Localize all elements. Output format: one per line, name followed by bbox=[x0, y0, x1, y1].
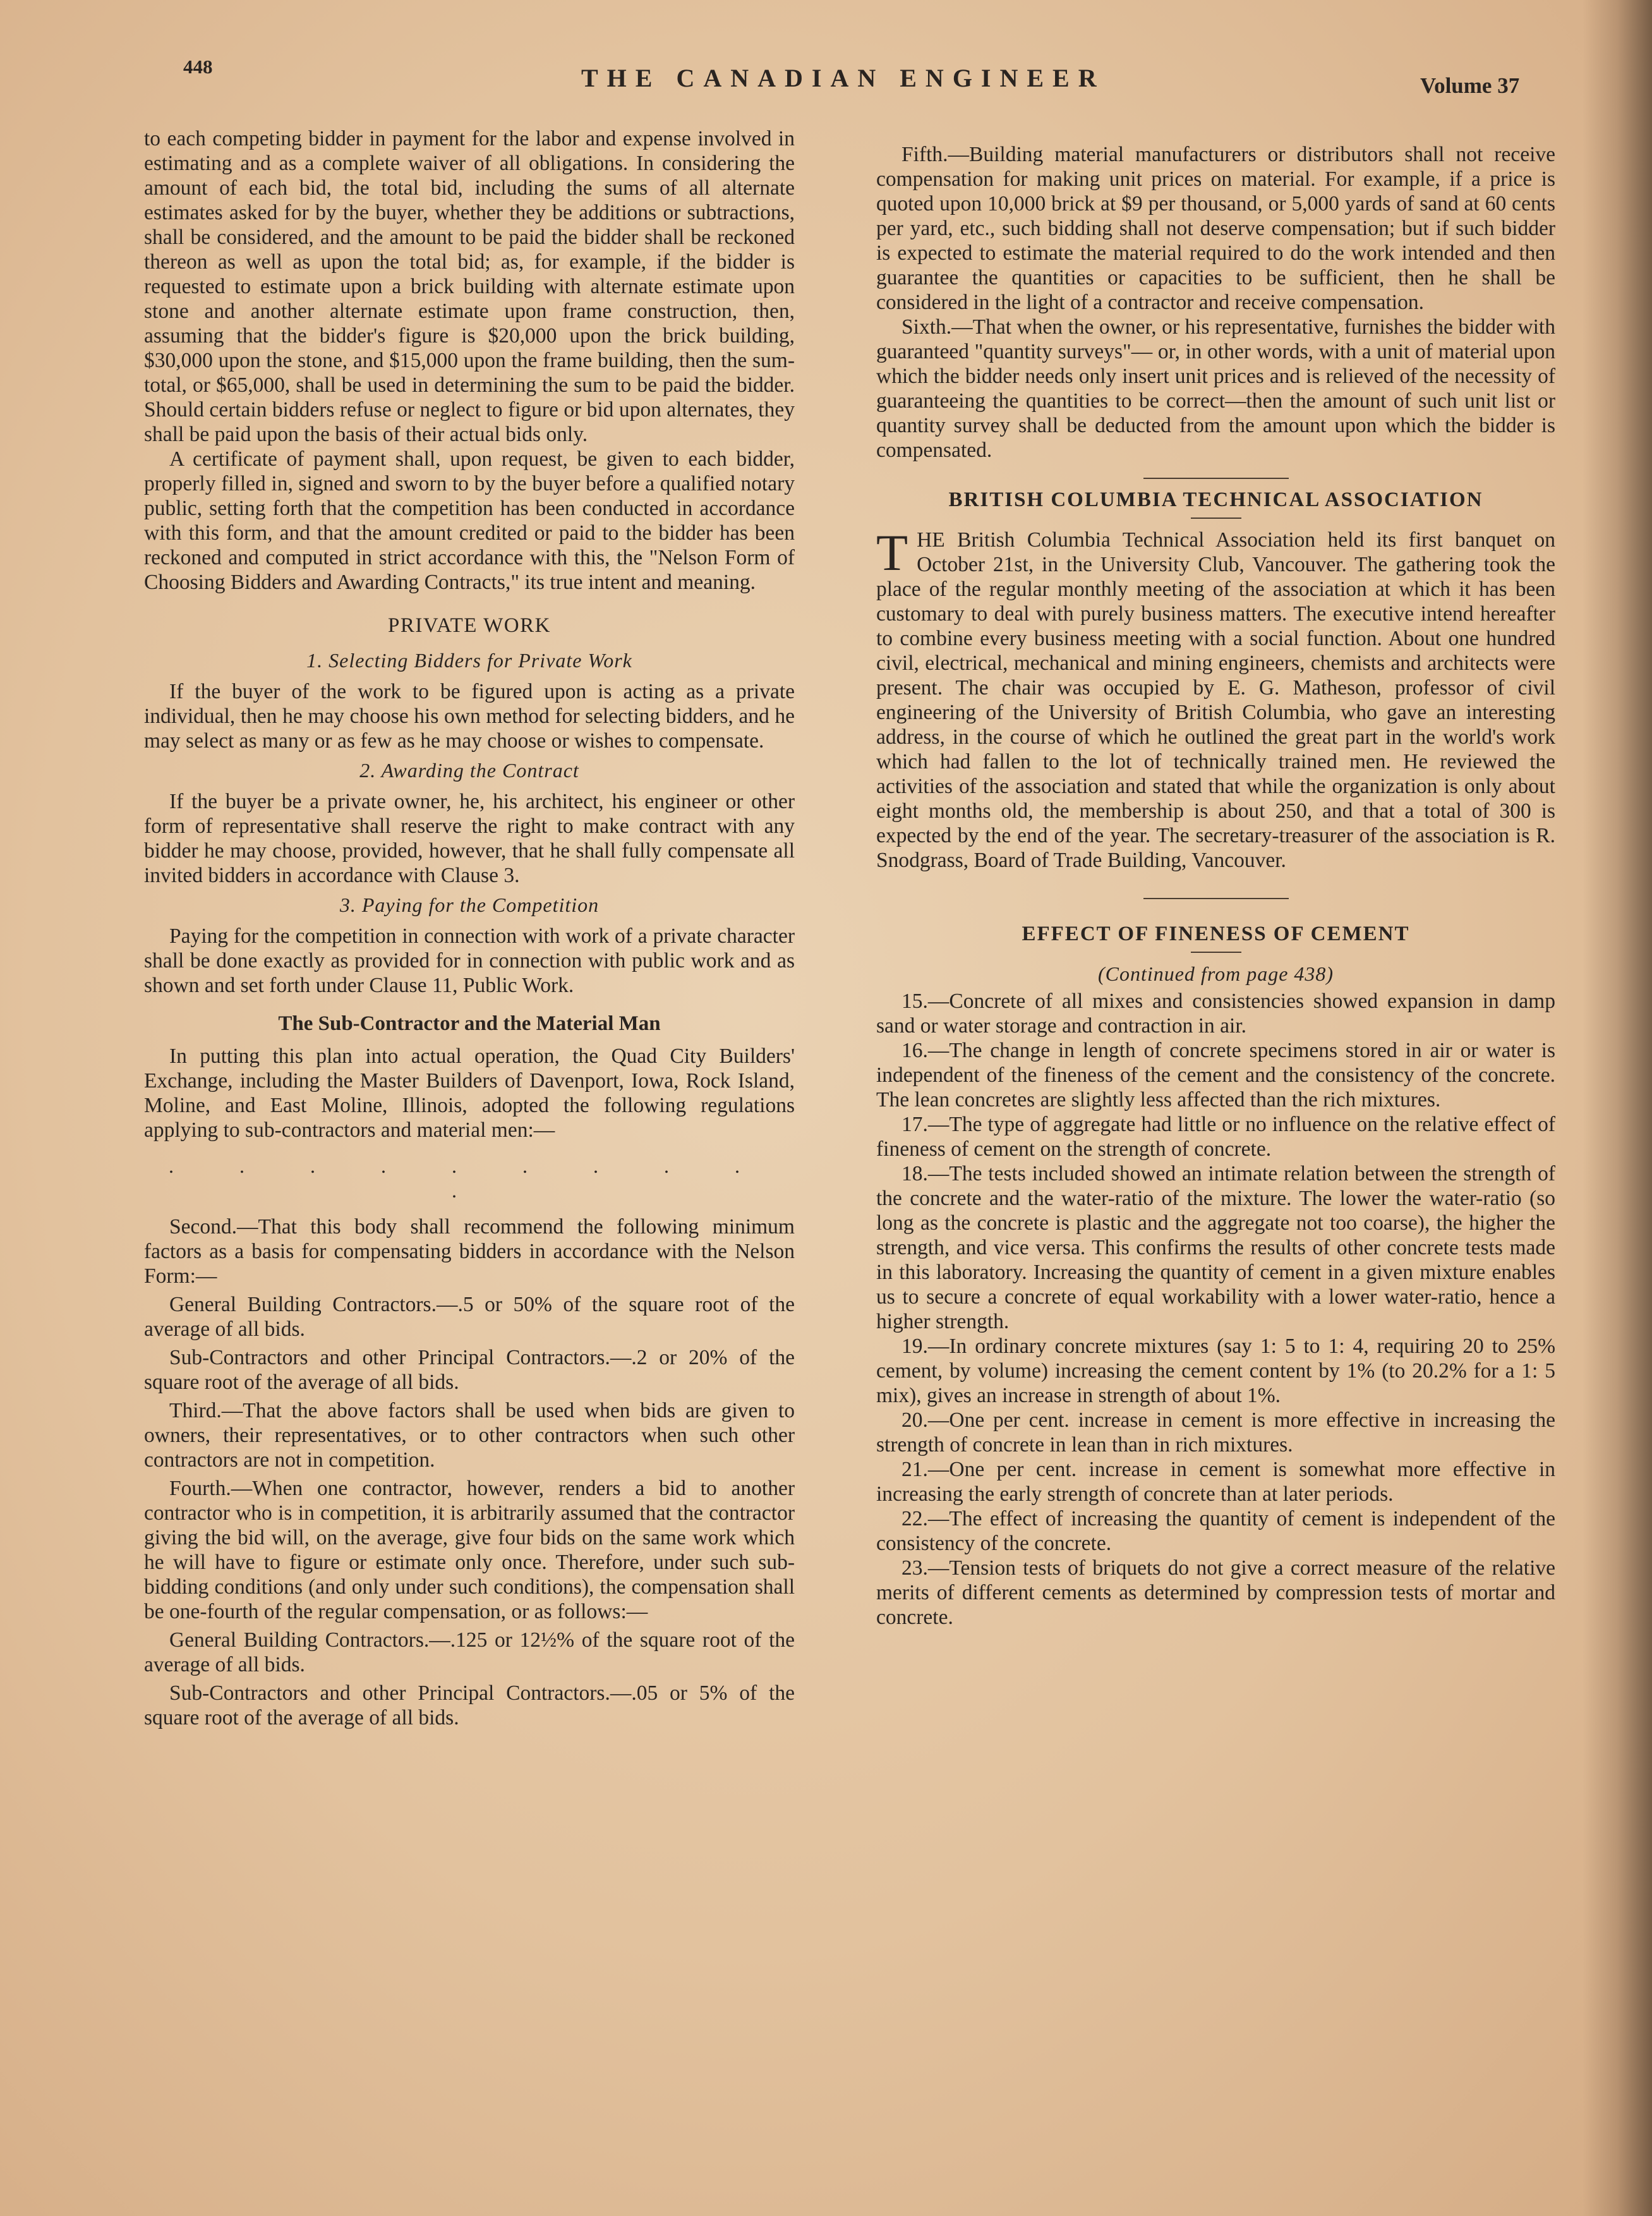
page-header bbox=[0, 52, 1652, 102]
subheading-paying-competition: 3. Paying for the Competition bbox=[339, 893, 600, 916]
paragraph-text: HE British Columbia Technical Association held its first banquet on October 21st, in the University Club, Vancouver. The gathering took the place of the regular monthly meeting of the association at which it has been customary to deal with purely business matters. The executive intend hereafter to combine every business meeting with a social function. About one hundred civil, electrical, mechanical and mining engineers, chemists and architects were present. The chair was occupied by E. G. Matheson, professor of civil engineering of the University of British Columbia, who gave an interesting address, in the course of which he outlined the great part in the world's work which had fallen to the lot of technically trained men. He reviewed the activities of the association and stated that while the organization is only about eight months old, the membership is about 250, and that a total of 300 is expected by the end of the year. The secretary-treasurer of the association is R. Snodgrass, Board of Trade Building, Vancouver. bbox=[876, 528, 1555, 872]
paragraph bbox=[876, 524, 1555, 873]
paragraph: Fifth.—Building material manufacturers or distributors shall not receive compensation for making unit prices on material. For example, if a price is quoted upon 10,000 brick at $9 per thousand, or 5,000 yards of sand at 60 cents per yard, etc., such bidding shall not deserve compensation; but if such bidder is expected to estimate the material required to do the work intended and then guarantee the quantities or capacities to be sufficient, then he shall be considered in the light of a contractor and receive compensation. bbox=[876, 143, 1555, 314]
paragraph: Sub-Contractors and other Principal Contractors.—.2 or 20% of the square root of the average of all bids. bbox=[144, 1346, 795, 1394]
heading-underline bbox=[1191, 518, 1241, 519]
continued-note: (Continued from page 438) bbox=[1097, 962, 1334, 985]
page-spine-shadow bbox=[1583, 0, 1652, 2216]
list-item: 19.—In ordinary concrete mixtures (say 1: 5 to 1: 4, requiring 20 to 25% cement, by volume) increasing the cement content by 1% (to 20.2% for a 1: 5 mix), gives an increase in strength of about 1%. bbox=[876, 1335, 1555, 1407]
section-heading-subcontractor: The Sub-Contractor and the Material Man bbox=[278, 1012, 661, 1035]
list-item: 15.—Concrete of all mixes and consistencies showed expansion in damp sand or water storage and contraction in air. bbox=[876, 990, 1555, 1038]
drop-cap: T bbox=[876, 524, 908, 581]
left-column bbox=[144, 126, 795, 1730]
paragraph: If the buyer be a private owner, he, his architect, his engineer or other form of representative shall reserve the right to make contract with any bidder he may choose, provided, however, that he shall fully compensate all invited bidders in accordance with Clause 3. bbox=[144, 790, 795, 887]
paragraph: General Building Contractors.—.5 or 50% of the square root of the average of all bids. bbox=[144, 1293, 795, 1341]
right-column bbox=[876, 142, 1555, 1630]
list-item: 18.—The tests included showed an intimate relation between the strength of the concrete and the water-ratio of the mixture. The lower the water-ratio (so long as the concrete is plastic and the aggregate not too coarse), the higher the strength, and vice versa. This confirms the results of other concrete tests made in this laboratory. Increasing the quantity of cement in a given mixture enables us to secure a concrete of equal workability with a lower water-ratio, hence a higher strength. bbox=[876, 1162, 1555, 1333]
paragraph: Paying for the competition in connection with work of a private character shall be done exactly as provided for in connection with public work and as shown and set forth under Clause 11, Public Work. bbox=[144, 924, 795, 997]
paragraph: In putting this plan into actual operation, the Quad City Builders' Exchange, including the Master Builders of Davenport, Iowa, Rock Island, Moline, and East Moline, Illinois, adopted the following regulations applying to sub-contractors and material men:— bbox=[144, 1044, 795, 1142]
paragraph: Sub-Contractors and other Principal Contractors.—.05 or 5% of the square root of the average of all bids. bbox=[144, 1681, 795, 1729]
volume-label: Volume 37 bbox=[1420, 73, 1520, 98]
list-item: 21.—One per cent. increase in cement is somewhat more effective in increasing the early strength of concrete than at later periods. bbox=[876, 1458, 1555, 1506]
heading-underline bbox=[1191, 952, 1241, 953]
list-item: 17.—The type of aggregate had little or no influence on the relative effect of fineness of cement on the strength of concrete. bbox=[876, 1113, 1555, 1161]
section-divider bbox=[1143, 898, 1289, 899]
paragraph: If the buyer of the work to be figured upon is acting as a private individual, then he may choose his own method for selecting bidders, and he may select as many or as few as he may choose or wishes to compensate. bbox=[144, 680, 795, 753]
ellipsis-row: . . . . . . . . . . bbox=[169, 1154, 770, 1202]
subheading-awarding-contract: 2. Awarding the Contract bbox=[359, 759, 579, 782]
journal-title: THE CANADIAN ENGINEER bbox=[581, 64, 1106, 92]
paragraph: Third.—That the above factors shall be used when bids are given to owners, their representatives, or to other contractors when such other contractors are not in competition. bbox=[144, 1399, 795, 1472]
list-item: 23.—Tension tests of briquets do not give a correct measure of the relative merits of different cements as determined by compression tests of mortar and concrete. bbox=[876, 1556, 1555, 1629]
paragraph: Second.—That this body shall recommend the following minimum factors as a basis for compensating bidders in accordance with the Nelson Form:— bbox=[144, 1215, 795, 1288]
section-heading-cement: EFFECT OF FINENESS OF CEMENT bbox=[1022, 923, 1410, 945]
list-item: 20.—One per cent. increase in cement is more effective in increasing the strength of concrete in lean than in rich mixtures. bbox=[876, 1408, 1555, 1456]
paragraph: Fourth.—When one contractor, however, renders a bid to another contractor who is in competition, it is arbitrarily assumed that the contractor giving the bid will, on the average, give four bids on the same work which he will have to figure or estimate only once. Therefore, under such sub-bidding conditions (and only under such conditions), the compensation shall be one-fourth of the regular compensation, or as follows:— bbox=[144, 1477, 795, 1623]
section-heading-bcta: BRITISH COLUMBIA TECHNICAL ASSOCIATION bbox=[948, 488, 1483, 511]
page-number: 448 bbox=[183, 56, 213, 78]
section-divider bbox=[1143, 478, 1289, 479]
section-heading-private-work: PRIVATE WORK bbox=[388, 614, 551, 637]
list-item: 16.—The change in length of concrete specimens stored in air or water is independent of the fineness of the cement and the consistency of the concrete. The lean concretes are slightly less affected than the rich mixtures. bbox=[876, 1039, 1555, 1111]
list-item: 22.—The effect of increasing the quantity of cement is independent of the consistency of the concrete. bbox=[876, 1507, 1555, 1555]
subheading-selecting-bidders: 1. Selecting Bidders for Private Work bbox=[306, 649, 632, 672]
paragraph: Sixth.—That when the owner, or his representative, furnishes the bidder with guaranteed "quantity surveys"— or, in other words, with a unit of material upon which the bidder needs only insert unit prices and is relieved of the necessity of guaranteeing the quantities to be correct—then the amount of such unit list or quantity survey shall be deducted from the amount upon which the bidder is compensated. bbox=[876, 315, 1555, 462]
paragraph: General Building Contractors.—.125 or 12½% of the square root of the average of all bids. bbox=[144, 1628, 795, 1676]
paragraph: A certificate of payment shall, upon request, be given to each bidder, properly filled in, signed and sworn to by the buyer before a qualified notary public, setting forth that the competition has been conducted in accordance with this form, and that the amount credited or paid to the bidder has been reckoned and computed in strict accordance with this, the "Nelson Form of Choosing Bidders and Awarding Contracts," its true intent and meaning. bbox=[144, 447, 795, 594]
paragraph: to each competing bidder in payment for the labor and expense involved in estimating and as a complete waiver of all obligations. In considering the amount of each bid, the total bid, including the sums of all alternate estimates asked for by the buyer, whether they be additions or subtractions, shall be considered, and the amount to be paid the bidder shall be reckoned thereon as well as upon the total bid; as, for example, if the bidder is requested to estimate upon a brick building with alternate estimate upon stone and another alternate estimate upon frame construction, then, assuming that the bidder's figure is $20,000 upon the brick building, $30,000 upon the stone, and $15,000 upon the frame building, then the sum-total, or $65,000, shall be used in determining the sum to be paid the bidder. Should certain bidders refuse or neglect to figure or bid upon alternates, they shall be paid upon the basis of their actual bids only. bbox=[144, 127, 795, 446]
